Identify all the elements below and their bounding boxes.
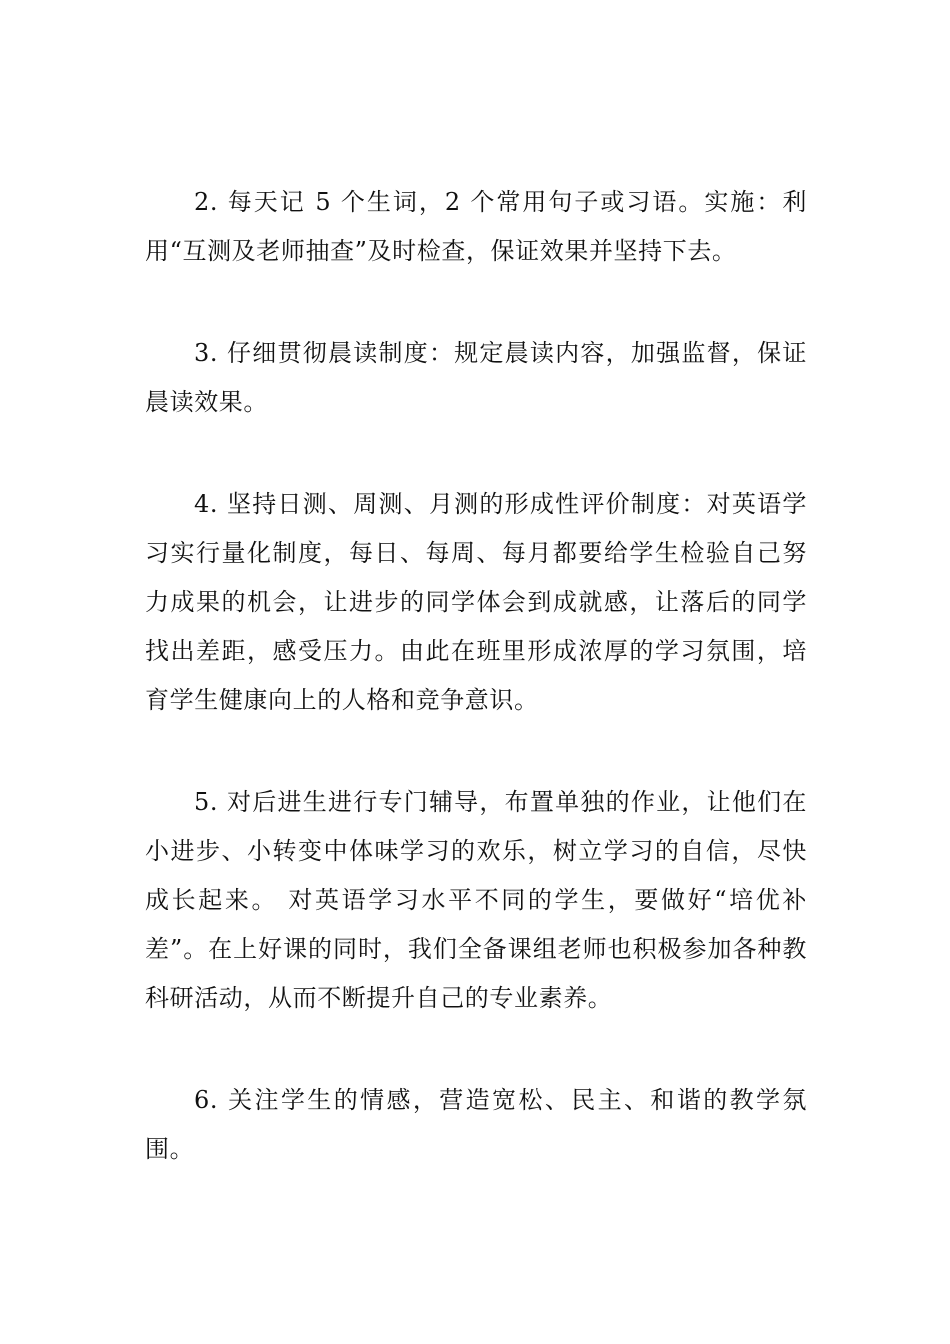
paragraph-item-5: 5. 对后进生进行专门辅导，布置单独的作业，让他们在小进步、小转变中体味学习的欢乐，树立学习的自信，尽快成长起来。 对英语学习水平不同的学生，要做好“培优补差”。在上好课的同时，我们全备课组老师也积极参加各种教科研活动，从而不断提升自己的专业素养。 (145, 788, 807, 1012)
paragraph-item-4: 4. 坚持日测、周测、月测的形成性评价制度：对英语学习实行量化制度，每日、每周、每月都要给学生检验自己努力成果的机会，让进步的同学体会到成就感，让落后的同学找出差距，感受压力。由此在班里形成浓厚的学习氛围，培育学生健康向上的人格和竞争意识。 (145, 490, 807, 714)
paragraph-item-2: 2. 每天记 5 个生词，2 个常用句子或习语。实施：利用“互测及老师抽查”及时检查，保证效果并坚持下去。 (145, 188, 807, 265)
document-body (145, 178, 807, 1227)
paragraph-item-6: 6. 关注学生的情感，营造宽松、民主、和谐的教学氛围。 (145, 1086, 807, 1163)
paragraph-item-3: 3. 仔细贯彻晨读制度：规定晨读内容，加强监督，保证晨读效果。 (145, 339, 807, 416)
